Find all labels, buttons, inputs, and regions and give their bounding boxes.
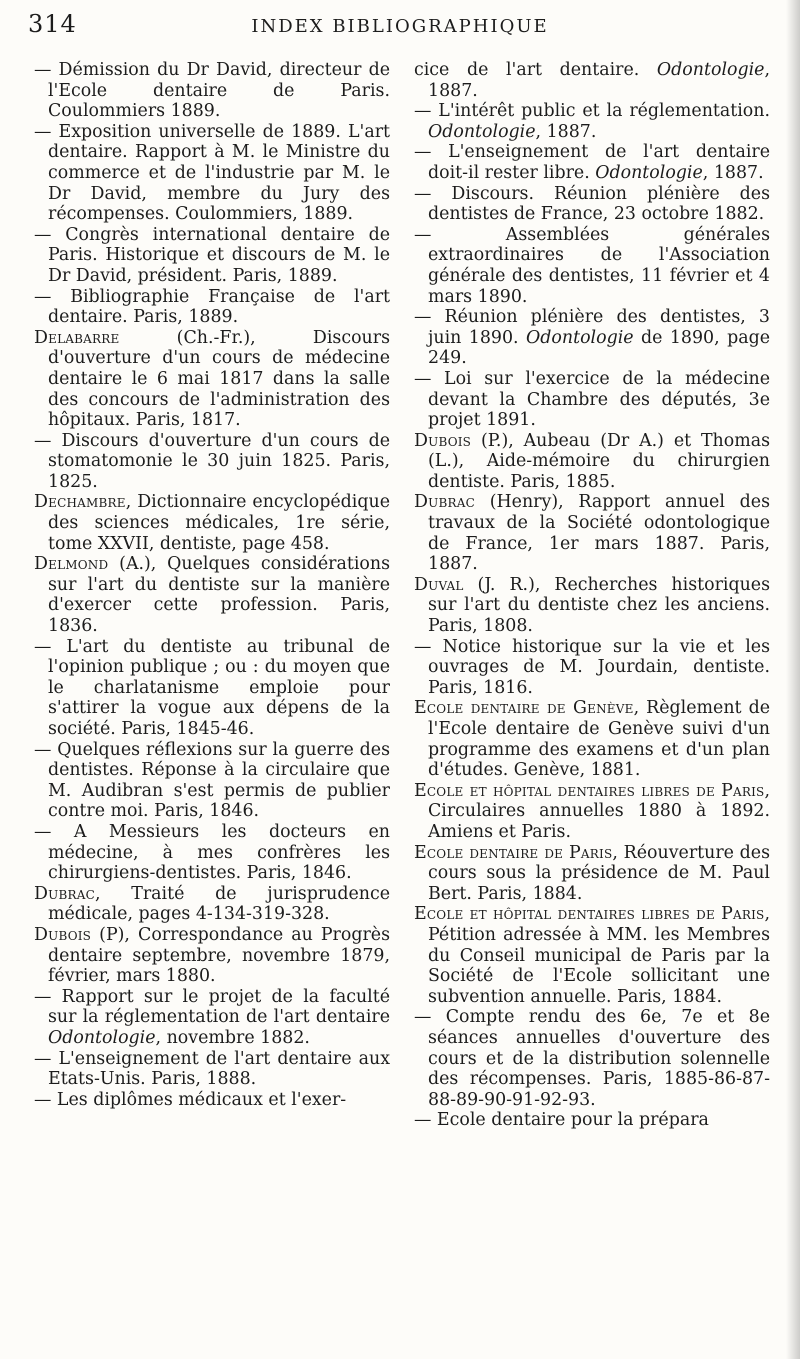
page-edge-shadow bbox=[786, 0, 800, 1359]
index-entry bbox=[34, 1049, 390, 1090]
index-entry bbox=[414, 431, 770, 493]
index-entry bbox=[414, 60, 770, 101]
entry-text: , Réouverture des cours sous la présidence de M. Paul Bert. Paris, 1884. bbox=[428, 842, 770, 904]
index-entry bbox=[414, 698, 770, 780]
index-entry bbox=[414, 843, 770, 905]
index-entry bbox=[34, 431, 390, 493]
entry-text: (P), Correspondance au Progrès dentaire septembre, novembre 1879, février, mars 1880. bbox=[48, 924, 390, 987]
index-entry bbox=[414, 781, 770, 843]
index-entry bbox=[34, 554, 390, 636]
index-entry bbox=[414, 492, 770, 574]
entry-text: — Exposition universelle de 1889. L'art dentaire. Rapport à M. le Ministre du commerce et de l'industrie par M. le Dr David, membre du Jury des récompenses. Coulommiers, 1889. bbox=[34, 121, 390, 225]
index-entry bbox=[34, 884, 390, 925]
index-entry bbox=[34, 225, 390, 287]
entry-italic-title: Odontologie bbox=[428, 121, 536, 142]
entry-text: (P.), Aubeau (Dr A.) et Thomas (L.), Aide-mémoire du chirurgien dentiste. Paris, 1885. bbox=[428, 430, 770, 492]
entry-text: , novembre 1882. bbox=[155, 1027, 310, 1048]
entry-author: Duval bbox=[414, 574, 464, 595]
entry-text: — L'intérêt public et la réglementation. bbox=[414, 101, 770, 122]
running-title: INDEX BIBLIOGRAPHIQUE bbox=[251, 16, 549, 37]
entry-italic-title: Odontologie bbox=[595, 162, 703, 183]
entry-author: Ecole dentaire de Paris bbox=[414, 842, 613, 863]
index-entry bbox=[414, 184, 770, 225]
entry-author: Dechambre bbox=[34, 492, 126, 513]
entry-text: — Rapport sur le projet de la faculté sur la réglementation de l'art dentaire bbox=[34, 986, 390, 1028]
entry-text: , 1887. bbox=[535, 121, 597, 142]
entry-text: — L'enseignement de l'art dentaire doit-il rester libre. bbox=[414, 142, 770, 183]
entry-text: , Dictionnaire encyclopédique des sciences médicales, 1re série, tome XXVII, dentiste, page 458. bbox=[48, 492, 390, 554]
entry-text: , 1887. bbox=[702, 162, 764, 183]
entry-text: — A Messieurs les docteurs en médecine, à mes confrères les chirurgiens-dentistes. Paris, 1846. bbox=[34, 821, 390, 884]
index-entry bbox=[34, 987, 390, 1049]
index-entry bbox=[414, 225, 770, 307]
page-header bbox=[28, 10, 772, 44]
entry-text: — Ecole dentaire pour la prépara bbox=[414, 1110, 709, 1131]
entry-text: cice de l'art dentaire. bbox=[414, 60, 657, 80]
index-entry bbox=[34, 925, 390, 987]
entry-text: — Assemblées générales extraordinaires de l'Association générale des dentistes, 11 février et 4 mars 1890. bbox=[414, 224, 770, 307]
entry-text: (J. R.), Recherches historiques sur l'art du dentiste chez les anciens. Paris, 1808. bbox=[428, 574, 770, 637]
index-entry bbox=[34, 60, 390, 122]
entry-text: , Pétition adressée à MM. les Membres du Conseil municipal de Paris par la Société de l'Ecole sollicitant une subvention annuelle. Paris, 1884. bbox=[428, 904, 770, 1007]
index-entry bbox=[414, 142, 770, 183]
entry-text: (Ch.-Fr.), Discours d'ouverture d'un cours de médecine dentaire le 6 mai 1817 dans la salle des concours de l'administration des hôpitaux. Paris, 1817. bbox=[48, 327, 390, 431]
entry-text: (A.), Quelques considérations sur l'art du dentiste sur la manière d'exercer cette profession. Paris, 1836. bbox=[48, 554, 390, 637]
entry-text: , Traité de jurisprudence médicale, pages 4-134-319-328. bbox=[48, 883, 390, 925]
index-entry bbox=[414, 1007, 770, 1110]
entry-author: Ecole dentaire de Genève bbox=[414, 698, 634, 719]
index-entry bbox=[414, 307, 770, 369]
entry-text: — Congrès international dentaire de Paris. Historique et discours de M. le Dr David, président. Paris, 1889. bbox=[34, 224, 390, 286]
entry-text: , 1887. bbox=[428, 60, 770, 101]
entry-text: — Réunion plénière des dentistes, 3 juin 1890. bbox=[414, 307, 770, 348]
right-column bbox=[414, 60, 770, 1131]
index-entry bbox=[34, 822, 390, 884]
entry-text: — Quelques réflexions sur la guerre des dentistes. Réponse à la circulaire que M. Audibran s'est permis de publier contre moi. Paris, 1846. bbox=[34, 739, 390, 822]
entry-italic-title: Odontologie bbox=[48, 1027, 156, 1048]
index-entry bbox=[34, 637, 390, 740]
entry-text: de 1890, page 249. bbox=[428, 327, 770, 369]
index-entry bbox=[414, 575, 770, 637]
index-entry bbox=[414, 101, 770, 142]
entry-text: (Henry), Rapport annuel des travaux de la Société odontologique de France, 1er mars 1887. Paris, 1887. bbox=[428, 492, 770, 575]
entry-author: Ecole et hôpital dentaires libres de Paris bbox=[414, 904, 765, 925]
entry-text: — Loi sur l'exercice de la médecine devant la Chambre des députés, 3e projet 1891. bbox=[414, 368, 770, 431]
entry-text: — Notice historique sur la vie et les ouvrages de M. Jourdain, dentiste. Paris, 1816. bbox=[414, 636, 770, 698]
entry-text: — Bibliographie Française de l'art dentaire. Paris, 1889. bbox=[34, 286, 390, 328]
index-entry bbox=[414, 369, 770, 431]
index-entry bbox=[34, 287, 390, 328]
entry-author: Delabarre bbox=[34, 327, 120, 348]
entry-italic-title: Odontologie bbox=[656, 60, 765, 80]
entry-text: — Discours d'ouverture d'un cours de stomatomonie le 30 juin 1825. Paris, 1825. bbox=[34, 430, 390, 492]
index-entry bbox=[34, 328, 390, 431]
entry-author: Dubois bbox=[34, 924, 92, 945]
index-entry bbox=[34, 122, 390, 225]
entry-text: — Discours. Réunion plénière des dentistes de France, 23 octobre 1882. bbox=[414, 183, 770, 225]
index-entry bbox=[414, 904, 770, 1007]
entry-text: , Circulaires annuelles 1880 à 1892. Amiens et Paris. bbox=[428, 780, 770, 842]
entry-author: Ecole et hôpital dentaires libres de Paris bbox=[414, 780, 765, 801]
entry-author: Dubrac bbox=[34, 883, 95, 904]
index-entry bbox=[414, 637, 770, 699]
index-entry bbox=[414, 1110, 770, 1131]
entry-author: Delmond bbox=[34, 554, 109, 575]
entry-author: Dubois bbox=[414, 430, 472, 451]
entry-text: — Compte rendu des 6e, 7e et 8e séances annuelles d'ouverture des cours et de la distribution solennelle des récompenses. Paris, 1885-86-87-88-89-90-91-92-93. bbox=[414, 1007, 770, 1110]
index-entry bbox=[34, 492, 390, 554]
page-number: 314 bbox=[28, 10, 77, 38]
entry-text: — Démission du Dr David, directeur de l'Ecole dentaire de Paris. Coulommiers 1889. bbox=[34, 60, 390, 122]
index-entry bbox=[34, 740, 390, 822]
entry-text: — Les diplômes médicaux et l'exer- bbox=[34, 1089, 347, 1110]
entry-text: — L'art du dentiste au tribunal de l'opinion publique ; ou : du moyen que le charlatanisme emploie pour s'attirer la vogue aux dépens de la société. Paris, 1845-46. bbox=[34, 636, 390, 739]
left-column bbox=[34, 60, 390, 1110]
entry-author: Dubrac bbox=[414, 492, 475, 513]
entry-italic-title: Odontologie bbox=[526, 327, 634, 348]
entry-text: — L'enseignement de l'art dentaire aux Etats-Unis. Paris, 1888. bbox=[34, 1048, 390, 1090]
index-entry bbox=[34, 1090, 390, 1111]
entry-text: , Règlement de l'Ecole dentaire de Genève suivi d'un programme des examens et d'un plan d'études. Genève, 1881. bbox=[428, 698, 770, 781]
